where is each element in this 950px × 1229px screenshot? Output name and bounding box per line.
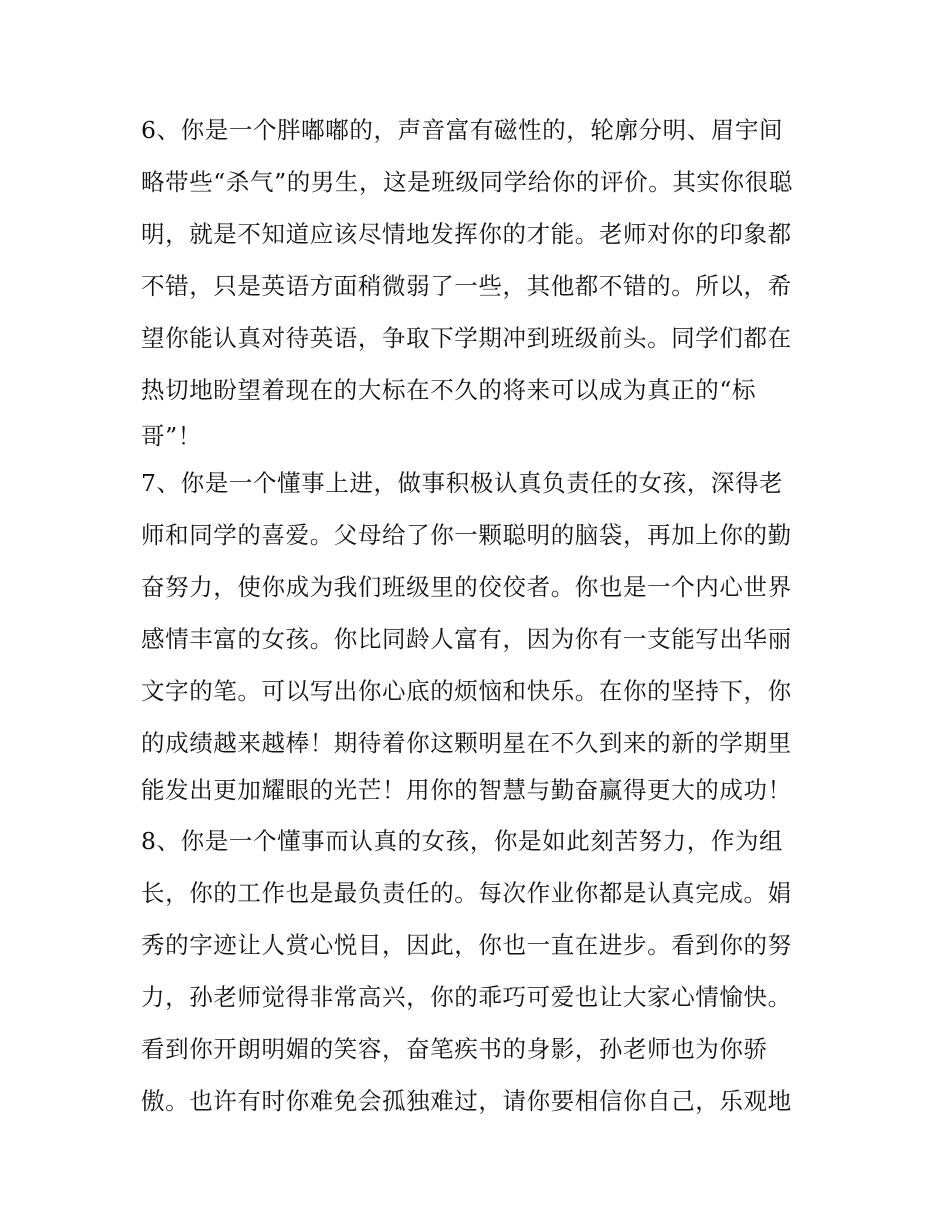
text-line-20: 傲。也许有时你难免会孤独难过，请你要相信你自己，乐观地 <box>141 1087 792 1115</box>
text-line-11: 感情丰富的女孩。你比同龄人富有，因为你有一支能写出华丽 <box>141 625 792 653</box>
text-line-3: 明，就是不知道应该尽情地发挥你的才能。老师对你的印象都 <box>141 220 792 248</box>
text-line-18: 力，孙老师觉得非常高兴，你的乖巧可爱也让大家心情愉快。 <box>141 983 792 1011</box>
text-line-17: 秀的字迹让人赏心悦目，因此，你也一直在进步。看到你的努 <box>141 931 792 959</box>
text-line-6: 热切地盼望着现在的大标在不久的将来可以成为真正的“标 <box>141 376 757 404</box>
text-line-1: 6、你是一个胖嘟嘟的，声音富有磁性的，轮廓分明、眉宇间 <box>141 116 784 144</box>
text-line-10: 奋努力，使你成为我们班级里的佼佼者。你也是一个内心世界 <box>141 573 792 601</box>
text-line-5: 望你能认真对待英语，争取下学期冲到班级前头。同学们都在 <box>141 324 792 352</box>
text-line-12: 文字的笔。可以写出你心底的烦恼和快乐。在你的坚持下，你 <box>141 677 792 705</box>
text-line-8: 7、你是一个懂事上进，做事积极认真负责任的女孩，深得老 <box>141 469 784 497</box>
text-line-13: 的成绩越来越棒！期待着你这颗明星在不久到来的新的学期里 <box>141 729 792 757</box>
text-line-2: 略带些“杀气”的男生，这是班级同学给你的评价。其实你很聪 <box>141 168 793 196</box>
text-line-9: 师和同学的喜爱。父母给了你一颗聪明的脑袋，再加上你的勤 <box>141 521 792 549</box>
text-line-7: 哥”！ <box>141 422 202 450</box>
text-line-16: 长，你的工作也是最负责任的。每次作业你都是认真完成。娟 <box>141 879 792 907</box>
text-line-14: 能发出更加耀眼的光芒！用你的智慧与勤奋赢得更大的成功！ <box>141 776 792 804</box>
text-line-4: 不错，只是英语方面稍微弱了一些，其他都不错的。所以，希 <box>141 272 792 300</box>
text-line-15: 8、你是一个懂事而认真的女孩，你是如此刻苦努力，作为组 <box>141 827 784 855</box>
text-line-19: 看到你开朗明媚的笑容，奋笔疾书的身影，孙老师也为你骄 <box>141 1035 768 1063</box>
